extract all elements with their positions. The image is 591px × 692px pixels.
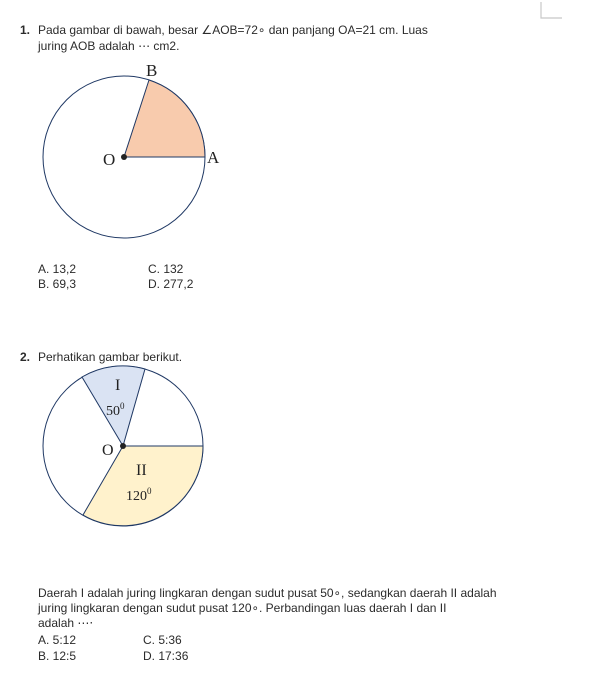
question-1-number: 1. [20, 23, 31, 37]
label-o-2: O [102, 442, 114, 459]
option-2b: B. 12:5 [38, 649, 77, 663]
label-b: B [146, 61, 158, 80]
question-1-text-line2: juring AOB adalah ⋯ cm2. [38, 39, 180, 53]
question-1-text-line1: Pada gambar di bawah, besar ∠AOB=72∘ dan panjang OA=21 cm. Luas [38, 23, 428, 37]
option-1d: D. 277,2 [148, 277, 194, 291]
question-2-text-line2: juring lingkaran dengan sudut pusat 120∘. Perbandingan luas daerah I dan II [38, 601, 447, 615]
label-region-i: I [115, 377, 121, 394]
question-2-number: 2. [20, 350, 31, 364]
label-region-ii: II [136, 462, 147, 479]
option-2d: D. 17:36 [143, 649, 189, 663]
label-angle-120: $120^0$ [126, 486, 152, 504]
option-1b: B. 69,3 [38, 277, 77, 291]
label-angle-50: $50^0$ [106, 401, 125, 419]
question-2-text-line1: Daerah I adalah juring lingkaran dengan sudut pusat 50∘, sedangkan daerah II adalah [38, 586, 497, 600]
label-o: O [103, 150, 116, 169]
option-2c: C. 5:36 [143, 633, 182, 647]
question-2-intro: Perhatikan gambar berikut. [38, 350, 183, 364]
option-1c: C. 132 [148, 262, 184, 276]
label-a: A [207, 148, 220, 167]
option-1a: A. 13,2 [38, 262, 77, 276]
option-2a: A. 5:12 [38, 633, 77, 647]
center-point-o-2 [120, 443, 126, 449]
question-2-text-line3: adalah ⋯⋅ [38, 616, 94, 630]
